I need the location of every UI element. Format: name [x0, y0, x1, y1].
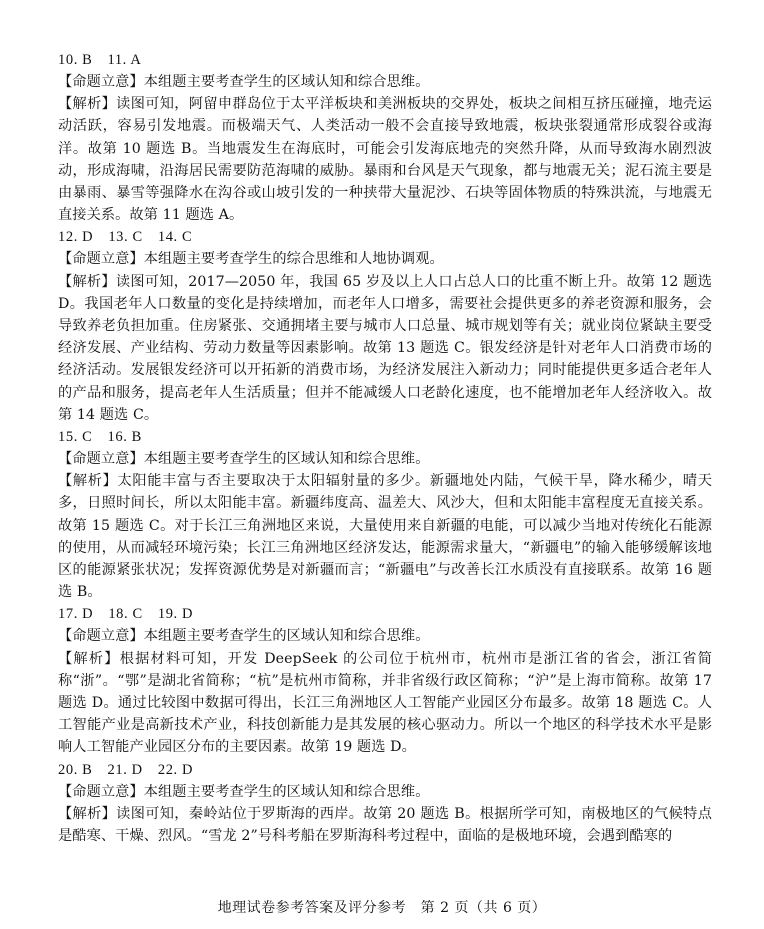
answer-line: 17. D 18. C 19. D — [58, 606, 194, 623]
intent-tag: 【命题立意】 — [58, 628, 144, 645]
analysis-text: 太阳能丰富与否主要取决于太阳辐射量的多少。新疆地处内陆，气候干旱，降水稀少，晴天多，日照时间长，所以太阳能丰富。新疆纬度高、温差大、风沙大，但和太阳能丰富程度无直接关系。故第 15 题选 C。对于长江三角洲地区来说，大量使用来自新疆的电能，可以减少当地对传统化石能源的使用，从而减轻环境污染；长江三角洲地区经济发达，能源需求量大，“新疆电”的输入能够缓解该地区的能源紧张状况；发挥资源优势是对新疆而言；“新疆电”与改善长江水质没有直接联系。故第 16 题选 B。 — [58, 473, 712, 601]
answer-line: 15. C 16. B — [58, 429, 142, 446]
question-group-12-14 — [58, 226, 712, 426]
analysis-tag: 【解析】 — [58, 650, 120, 667]
analysis-paragraph — [58, 271, 712, 426]
analysis-text: 根据材料可知，开发 DeepSeek 的公司位于杭州市，杭州市是浙江省的省会，浙江省简称“浙”。“鄂”是湖北省简称；“杭”是杭州市简称，并非省级行政区简称；“沪”是上海市简称。故第 17 题选 D。通过比较图中数据可得出，长江三角洲地区人工智能产业园区分布最多。故第 18 题选 C。人工智能产业是高新技术产业，科技创新能力是其发展的核心驱动力。所以一个地区的科学技术水平是影响人工智能产业园区分布的主要因素。故第 19 题选 D。 — [58, 650, 713, 756]
question-group-17-19 — [58, 603, 712, 758]
analysis-tag: 【解析】 — [58, 273, 116, 290]
analysis-paragraph — [58, 93, 712, 226]
question-group-15-16 — [58, 426, 712, 603]
intent-tag: 【命题立意】 — [58, 74, 144, 90]
analysis-text: 读图可知，阿留申群岛位于太平洋板块和美洲板块的交界处，板块之间相互挤压碰撞，地壳运动活跃，容易引发地震。而极端天气、人类活动一般不会直接导致地震，板块张裂通常形成裂谷或海洋。故第 10 题选 B。当地震发生在海底时，可能会引发海底地壳的突然升降，从而导致海水剧烈波动，形成海啸，沿海居民需要防范海啸的威胁。暴雨和台风是天气现象，都与地震无关；泥石流主要是由暴雨、暴雪等强降水在沟谷或山坡引发的一种挟带大量泥沙、石块等固体物质的特殊洪流，与地震无直接关系。故第 11 题选 A。 — [58, 96, 712, 224]
question-group-10-11 — [58, 49, 712, 226]
answer-key-page — [58, 49, 712, 847]
answer-line: 20. B 21. D 22. D — [58, 761, 194, 778]
answer-line: 10. B 11. A — [58, 52, 142, 68]
intent-text: 本组题主要考查学生的区域认知和综合思维。 — [143, 628, 430, 645]
analysis-paragraph — [58, 648, 712, 759]
intent-line — [58, 781, 712, 803]
page-footer: 地理试卷参考答案及评分参考 第 2 页（共 6 页） — [217, 900, 547, 916]
intent-tag: 【命题立意】 — [58, 251, 144, 268]
intent-text: 本组题主要考查学生的区域认知和综合思维。 — [143, 783, 430, 800]
intent-line — [58, 248, 712, 270]
intent-tag: 【命题立意】 — [58, 783, 144, 800]
intent-line — [58, 625, 712, 647]
answer-line: 12. D 13. C 14. C — [58, 229, 193, 246]
analysis-paragraph — [58, 803, 712, 847]
analysis-paragraph — [58, 470, 712, 603]
intent-text: 本组题主要考查学生的区域认知和综合思维。 — [143, 74, 430, 90]
analysis-text: 读图可知，秦岭站位于罗斯海的西岸。故第 20 题选 B。根据所学可知，南极地区的气候特点是酷寒、干燥、烈风。“雪龙 2”号科考船在罗斯海科考过程中，面临的是极地环境，会遇到酷寒的 — [58, 805, 712, 845]
intent-text: 本组题主要考查学生的综合思维和人地协调观。 — [143, 251, 444, 268]
analysis-tag: 【解析】 — [58, 473, 118, 490]
intent-text: 本组题主要考查学生的区域认知和综合思维。 — [143, 451, 430, 468]
intent-tag: 【命题立意】 — [58, 451, 144, 468]
intent-line — [58, 448, 712, 470]
intent-line — [58, 71, 712, 93]
question-group-20-22 — [58, 759, 712, 848]
analysis-tag: 【解析】 — [58, 96, 117, 113]
analysis-tag: 【解析】 — [58, 805, 117, 822]
analysis-text: 读图可知，2017—2050 年，我国 65 岁及以上人口占总人口的比重不断上升。故第 12 题选 D。我国老年人口数量的变化是持续增加，而老年人口增多，需要社会提供更多的养老资源和服务，会导致养老负担加重。住房紧张、交通拥堵主要与城市人口总量、城市规划等有关；就业岗位紧缺主要受经济发展、产业结构、劳动力数量等因素影响。故第 13 题选 C。银发经济是针对老年人口消费市场的经济活动。发展银发经济可以开拓新的消费市场，为经济发展注入新动力；同时能提供更多适合老年人的产品和服务，提高老年人生活质量；但并不能减缓人口老龄化速度，也不能增加老年人经济收入。故第 14 题选 C。 — [58, 273, 712, 423]
